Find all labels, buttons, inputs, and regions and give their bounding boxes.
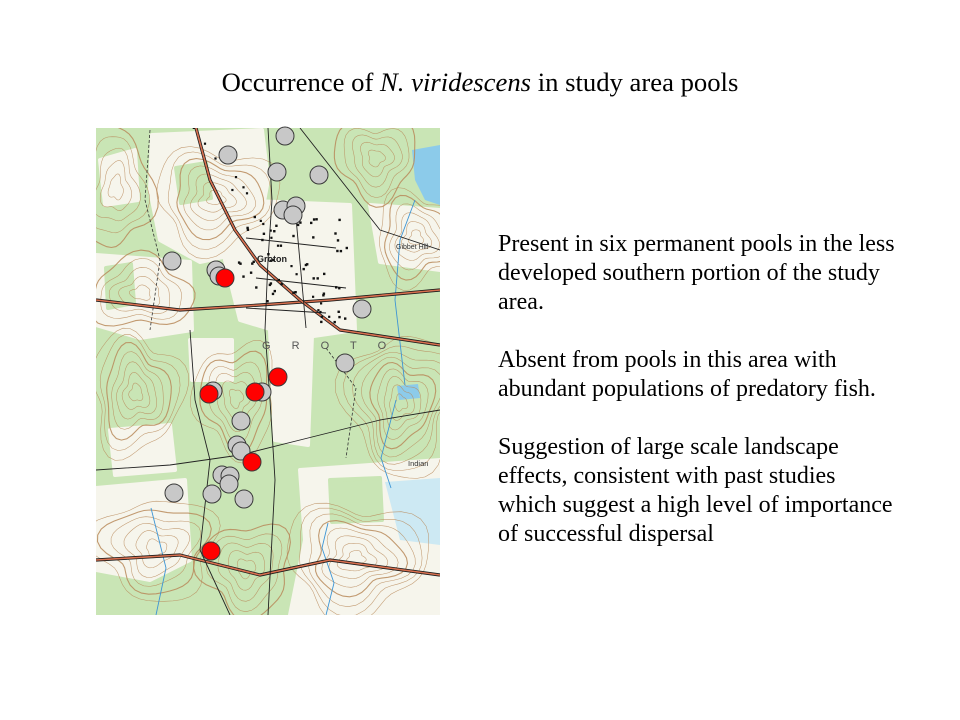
building <box>235 176 237 178</box>
map-label-town: Groton <box>257 254 287 264</box>
building <box>312 236 314 238</box>
building <box>337 239 339 241</box>
building <box>323 273 325 275</box>
building <box>315 218 317 220</box>
building <box>270 237 272 239</box>
building <box>250 272 252 274</box>
building <box>270 230 272 232</box>
building <box>323 293 325 295</box>
text-line: abundant populations of predatory fish. <box>498 376 876 402</box>
building <box>239 263 241 265</box>
clearing-area <box>96 480 190 580</box>
building <box>313 277 315 279</box>
text-line: area. <box>498 289 544 315</box>
building <box>273 230 275 232</box>
building <box>278 279 280 281</box>
building <box>193 128 195 129</box>
building <box>251 262 253 264</box>
building <box>297 224 299 226</box>
text-line: effects, consistent with past studies <box>498 463 836 489</box>
text-line: Absent from pools in this area with <box>498 347 837 373</box>
study-area-topographic-map <box>96 128 440 615</box>
building <box>262 223 264 225</box>
building <box>303 268 305 270</box>
building <box>246 227 248 229</box>
text-line: which suggest a high level of importance <box>498 492 893 518</box>
building <box>296 273 298 275</box>
text-line: of successful dispersal <box>498 521 714 547</box>
building <box>346 247 348 249</box>
building <box>260 220 262 222</box>
building <box>334 232 336 234</box>
title-species-name: N. viridescens <box>380 67 532 97</box>
title-text-end: in study area pools <box>531 67 739 97</box>
map-label-region: G R O T O <box>262 340 396 352</box>
building <box>290 265 292 267</box>
building <box>328 316 330 318</box>
building <box>254 216 256 218</box>
building <box>320 302 322 304</box>
building <box>319 311 321 313</box>
building <box>214 157 216 159</box>
building <box>281 283 283 285</box>
building <box>306 263 308 265</box>
title-text-start: Occurrence of <box>221 67 381 97</box>
building <box>312 296 314 298</box>
building <box>246 192 248 194</box>
building <box>335 286 337 288</box>
building <box>292 292 294 294</box>
clearing-town-area <box>225 200 355 338</box>
building <box>334 321 336 323</box>
building <box>338 311 340 313</box>
building <box>317 309 319 311</box>
paragraph-present <box>498 230 918 317</box>
building <box>313 218 315 220</box>
map-label-area: Indian <box>408 459 429 468</box>
building <box>204 143 206 145</box>
text-line: Present in six permanent pools in the less <box>498 231 895 257</box>
building <box>317 277 319 279</box>
building <box>280 245 282 247</box>
building <box>338 219 340 221</box>
building <box>299 221 301 223</box>
building <box>272 293 274 295</box>
building <box>294 291 296 293</box>
building <box>338 287 340 289</box>
map-label-hill: Gibbet Hill <box>396 244 429 251</box>
paragraph-absent <box>498 346 918 404</box>
building <box>242 275 244 277</box>
building <box>310 222 312 224</box>
clearing-area <box>100 150 138 205</box>
text-line: Suggestion of large scale landscape <box>498 434 839 460</box>
slide-body-text <box>498 230 918 578</box>
building <box>274 290 276 292</box>
building <box>338 316 340 318</box>
slide-title <box>0 64 960 100</box>
building <box>292 235 294 237</box>
building <box>263 233 265 235</box>
building <box>275 225 277 227</box>
building <box>320 321 322 323</box>
building <box>255 286 257 288</box>
building <box>321 316 323 318</box>
building <box>340 250 342 252</box>
building <box>336 250 338 252</box>
building <box>261 239 263 241</box>
building <box>242 186 244 188</box>
building <box>277 245 279 247</box>
text-line: developed southern portion of the study <box>498 260 880 286</box>
building <box>266 300 268 302</box>
paragraph-suggestion <box>498 433 918 549</box>
building <box>269 284 271 286</box>
building <box>344 317 346 319</box>
building <box>231 189 233 191</box>
